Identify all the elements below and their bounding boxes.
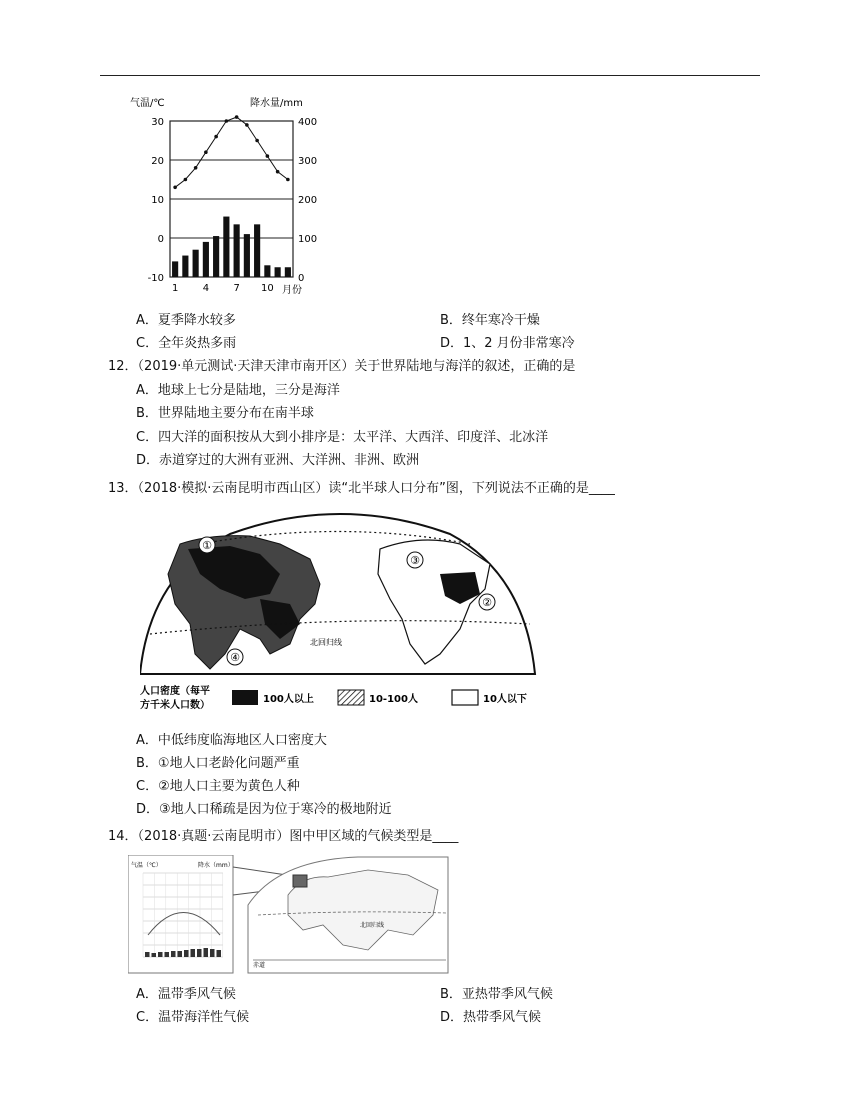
precip-bar xyxy=(172,261,178,277)
precip-bar xyxy=(213,236,219,277)
precip-bar xyxy=(254,224,260,277)
right-tick-label: 400 xyxy=(298,117,318,128)
right-tick-labels xyxy=(298,117,317,284)
precip-bar xyxy=(275,267,281,277)
precip-bar xyxy=(182,256,188,277)
q13-option-d[interactable]: D．③地人口稀疏是因为位于寒冷的极地附近 xyxy=(136,802,392,817)
q13-stem: 13．（2018·模拟·云南昆明市西山区）读“北半球人口分布”图，下列说法不正确的是____ xyxy=(108,481,615,496)
right-tick-label: 300 xyxy=(298,156,318,167)
small-bar xyxy=(191,949,196,957)
left-tick-label: 20 xyxy=(151,156,164,167)
legend-title-1: 人口密度（每平 xyxy=(140,686,210,697)
x-tick-label: 1 xyxy=(171,283,179,294)
q12-stem: 12．（2019·单元测试·天津天津市南开区）关于世界陆地与海洋的叙述，正确的是 xyxy=(108,359,576,374)
right-tick-label: 100 xyxy=(298,234,318,245)
q12-option-d[interactable]: D．赤道穿过的大洲有亚洲、大洋洲、非洲、欧洲 xyxy=(136,453,420,468)
legend-swatch-mid xyxy=(338,690,364,705)
precip-bar xyxy=(203,242,209,277)
temp-line xyxy=(173,115,289,189)
small-bar xyxy=(165,952,170,957)
svg-text:④: ④ xyxy=(230,651,240,664)
small-bar xyxy=(171,951,176,957)
legend-label-low: 10人以下 xyxy=(483,694,527,705)
q14-stem: 14．（2018·真题·云南昆明市）图中甲区域的气候类型是____ xyxy=(108,829,459,844)
temp-point xyxy=(255,139,259,143)
legend-label-high: 100人以上 xyxy=(263,694,314,705)
small-bar xyxy=(178,951,183,957)
temp-polyline xyxy=(175,117,288,187)
q14-option-c[interactable]: C．温带海洋性气候 xyxy=(136,1010,250,1025)
q12-option-a[interactable]: A．地球上七分是陆地，三分是海洋 xyxy=(136,383,340,398)
region-jia xyxy=(293,875,307,887)
q11-option-c[interactable]: C．全年炎热多雨 xyxy=(136,336,237,351)
small-chart-right-label: 降水（mm） xyxy=(198,862,234,869)
gridlines xyxy=(170,160,293,238)
q14-option-a[interactable]: A．温带季风气候 xyxy=(136,987,236,1002)
legend-swatch-low xyxy=(452,690,478,705)
temp-point xyxy=(204,150,208,154)
small-bar xyxy=(158,952,163,957)
precip-bar xyxy=(285,267,291,277)
precip-bars xyxy=(172,217,291,277)
header-rule xyxy=(100,75,760,76)
small-bar xyxy=(210,949,215,957)
q14-figure xyxy=(128,855,450,975)
q11-option-d[interactable]: D．1、2 月份非常寒冷 xyxy=(440,336,575,351)
left-tick-label: 10 xyxy=(151,195,164,206)
x-tick-label: 7 xyxy=(233,283,240,294)
q13-option-b[interactable]: B．①地人口老龄化问题严重 xyxy=(136,756,300,771)
map-marker-2 xyxy=(479,594,495,610)
precip-bar xyxy=(234,224,240,277)
svg-text:③: ③ xyxy=(410,554,420,567)
small-bar xyxy=(197,949,202,957)
temp-point xyxy=(286,178,290,182)
left-tick-label: 0 xyxy=(157,234,164,245)
q12-option-b[interactable]: B．世界陆地主要分布在南半球 xyxy=(136,406,314,421)
y-left-axis-label: 气温/℃ xyxy=(130,98,165,109)
x-tick-label: 4 xyxy=(202,283,210,294)
q11-option-a[interactable]: A．夏季降水较多 xyxy=(136,313,236,328)
map-marker-3 xyxy=(407,552,423,568)
left-tick-labels xyxy=(148,117,164,284)
precip-bar xyxy=(264,265,270,277)
tropic-label: 北回归线 xyxy=(310,638,342,647)
q14-option-d[interactable]: D．热带季风气候 xyxy=(440,1010,542,1025)
svg-text:②: ② xyxy=(482,596,492,609)
temp-point xyxy=(173,186,177,190)
temp-point xyxy=(235,115,239,119)
y-right-axis-label: 降水量/mm xyxy=(250,98,303,109)
precip-bar xyxy=(244,234,250,277)
temp-point xyxy=(276,170,280,174)
small-bar xyxy=(145,952,150,957)
q13-option-c[interactable]: C．②地人口主要为黄色人种 xyxy=(136,779,300,794)
legend-title-2: 方千米人口数） xyxy=(140,700,210,711)
x-axis-unit: 月份 xyxy=(282,285,302,296)
q14-option-b[interactable]: B．亚热带季风气候 xyxy=(440,987,553,1002)
temp-point xyxy=(266,154,270,158)
temp-point xyxy=(225,119,229,123)
q12-option-c[interactable]: C．四大洋的面积按从大到小排序是：太平洋、大西洋、印度洋、北冰洋 xyxy=(136,430,549,445)
q14-tropic-label: 北回归线 xyxy=(360,922,385,929)
temp-point xyxy=(214,135,218,139)
x-tick-label: 10 xyxy=(261,283,274,294)
precip-bar xyxy=(193,250,199,277)
svg-text:①: ① xyxy=(202,539,212,552)
q14-equator-label: 赤道 xyxy=(253,962,266,969)
precip-bar xyxy=(223,217,229,277)
q13-option-a[interactable]: A．中低纬度临海地区人口密度大 xyxy=(136,733,327,748)
legend-label-mid: 10-100人 xyxy=(369,694,418,705)
population-map xyxy=(140,504,540,719)
temp-point xyxy=(194,166,198,170)
left-tick-label: -10 xyxy=(147,273,164,284)
legend-swatch-high xyxy=(232,690,258,705)
right-tick-label: 0 xyxy=(298,273,305,284)
x-tick-labels xyxy=(172,283,274,294)
small-bar xyxy=(204,948,209,957)
left-tick-label: 30 xyxy=(151,117,164,128)
climate-chart-1 xyxy=(130,94,330,299)
small-bar xyxy=(152,953,157,957)
small-bar xyxy=(184,950,189,957)
temp-point xyxy=(184,178,188,182)
small-chart-left-label: 气温（℃） xyxy=(131,862,162,869)
map-marker-1 xyxy=(199,537,215,553)
right-tick-label: 200 xyxy=(298,195,318,206)
map-marker-4 xyxy=(227,649,243,665)
temp-point xyxy=(245,123,249,127)
q11-option-b[interactable]: B．终年寒冷干燥 xyxy=(440,313,540,328)
small-bar xyxy=(217,950,222,957)
